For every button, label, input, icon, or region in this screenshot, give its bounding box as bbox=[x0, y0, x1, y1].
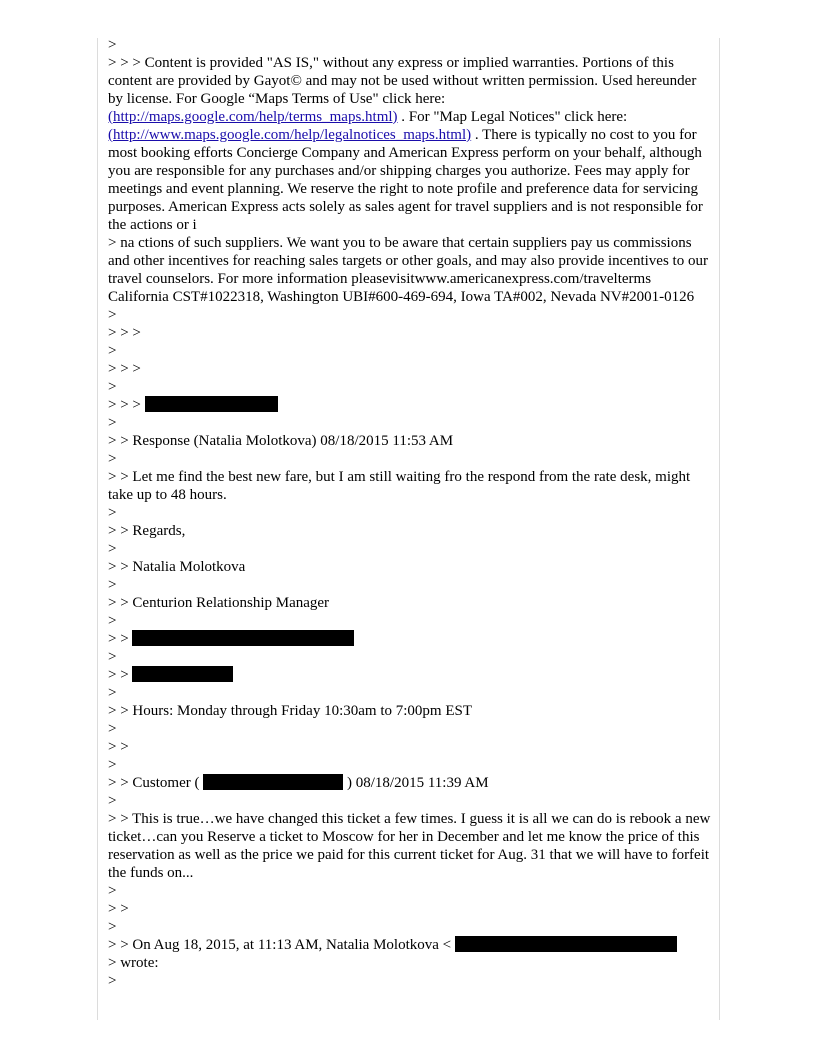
maps-terms-link[interactable]: (http://maps.google.com/help/terms_maps.html) bbox=[108, 109, 398, 125]
customer-header-prefix: > > Customer ( bbox=[108, 775, 204, 791]
quote-line: > bbox=[108, 793, 117, 809]
quote-line: > bbox=[108, 883, 117, 899]
disclaimer-text: na ctions of such suppliers. We want you to be aware that certain suppliers pay us commissions and other incentives for reaching sales targets or other goals, and may also provide incentives to our travel counselors. For more information pleasevisitwww.americanexpress.com/travelterms California CST#1022318, Washington UBI#600-469-694, Iowa TA#002, Nevada NV#2001-0126 bbox=[108, 235, 712, 305]
response-signature-name: > > Natalia Molotkova bbox=[108, 559, 246, 575]
quote-line: > bbox=[108, 685, 117, 701]
response-body: > > Let me find the best new fare, but I am still waiting fro the respond from the rate desk, might take up to 48 hours. bbox=[108, 469, 694, 503]
response-hours: > > Hours: Monday through Friday 10:30am to 7:00pm EST bbox=[108, 703, 472, 719]
redaction-box bbox=[145, 396, 278, 412]
disclaimer-text: . For "Map Legal Notices" click here: bbox=[397, 109, 631, 125]
right-margin-rule bbox=[719, 38, 720, 1020]
quote-line: > bbox=[108, 505, 117, 521]
quote-line: > bbox=[108, 757, 117, 773]
customer-body: > > This is true…we have changed this ticket a few times. I guess it is all we can do is rebook a new ticket…can you Reserve a ticket to Moscow for her in December and let me know the price of this reservation as well as the price we paid for this current ticket for Aug. 31 that we will have to forfeit the funds on... bbox=[108, 811, 715, 881]
left-margin-rule bbox=[97, 38, 98, 1020]
disclaimer-paragraph bbox=[108, 54, 712, 234]
redaction-box bbox=[132, 630, 354, 646]
quote-line: > bbox=[108, 451, 117, 467]
quote-line: > bbox=[108, 577, 117, 593]
quote-marker: > > bbox=[108, 667, 133, 683]
response-regards: > > Regards, bbox=[108, 523, 186, 539]
maps-legal-notices-link[interactable]: (http://www.maps.google.com/help/legalnotices_maps.html) bbox=[108, 127, 472, 143]
quote-line: > bbox=[108, 613, 117, 629]
quote-line: > bbox=[108, 649, 117, 665]
quote-line: > bbox=[108, 973, 117, 989]
original-header-prefix: > > On Aug 18, 2015, at 11:13 AM, Natalia Molotkova < bbox=[108, 937, 455, 953]
quote-line: > > bbox=[108, 739, 129, 755]
quote-marker: > > bbox=[108, 631, 133, 647]
quote-line: > bbox=[108, 541, 117, 557]
disclaimer-paragraph-continued bbox=[108, 234, 712, 306]
redaction-box bbox=[455, 936, 677, 952]
original-message-header bbox=[108, 936, 712, 954]
redacted-line bbox=[108, 630, 712, 648]
redaction-box bbox=[132, 666, 233, 682]
quote-line: > bbox=[108, 721, 117, 737]
redacted-line bbox=[108, 396, 712, 414]
customer-header bbox=[108, 774, 712, 792]
original-wrote: > wrote: bbox=[108, 955, 159, 971]
disclaimer-text: Content is provided "AS IS," without any express or implied warranties. Portions of this content are provided by Gayot© and may not be used without written permission. Used hereunder by license. For Google “Maps Terms of Use" click here: bbox=[108, 55, 701, 107]
disclaimer-text: . There is typically no cost to you for most booking efforts Concierge Company and American Express perform on your behalf, although you are responsible for any purchases and/or shipping charges you authorize. Fees may apply for meetings and event planning. We reserve the right to note profile and preference data for servicing purposes. American Express acts solely as sales agent for travel suppliers and is not responsible for the actions or i bbox=[108, 127, 707, 233]
quote-line: > bbox=[108, 919, 117, 935]
quote-marker: > > > bbox=[108, 397, 145, 413]
quote-line: > bbox=[108, 307, 117, 323]
redacted-line bbox=[108, 666, 712, 684]
redaction-box bbox=[203, 774, 343, 790]
quote-line: > bbox=[108, 37, 117, 53]
response-header: > > Response (Natalia Molotkova) 08/18/2015 11:53 AM bbox=[108, 433, 454, 449]
response-signature-title: > > Centurion Relationship Manager bbox=[108, 595, 330, 611]
quote-line: > > > bbox=[108, 325, 141, 341]
customer-header-suffix: ) 08/18/2015 11:39 AM bbox=[343, 775, 489, 791]
quote-line: > bbox=[108, 415, 117, 431]
quote-marker: > bbox=[108, 235, 121, 251]
quote-line: > > > bbox=[108, 361, 141, 377]
quote-line: > > bbox=[108, 901, 129, 917]
quote-line: > bbox=[108, 343, 117, 359]
quote-line: > bbox=[108, 379, 117, 395]
email-document bbox=[108, 36, 715, 990]
quote-marker: > > > bbox=[108, 55, 145, 71]
